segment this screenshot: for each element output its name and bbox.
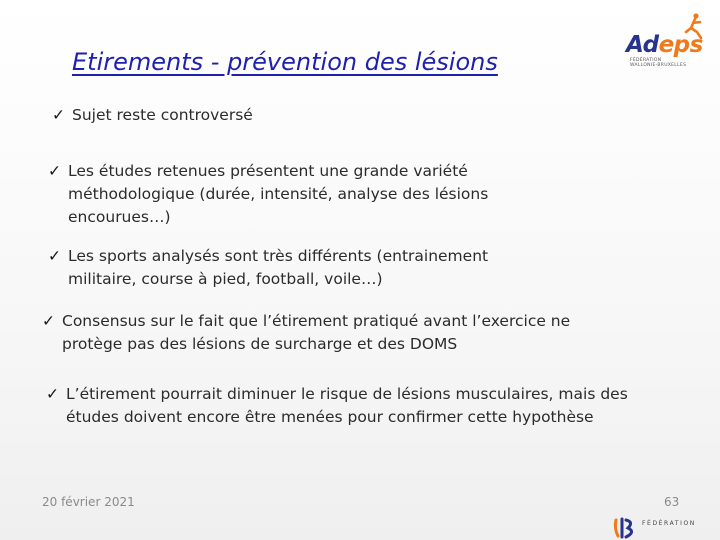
federation-logo bbox=[612, 516, 712, 540]
slide-title: Etirements - prévention des lésions bbox=[72, 48, 498, 76]
footer-date: 20 février 2021 bbox=[42, 495, 135, 509]
adeps-logo-text: Adeps bbox=[626, 32, 703, 58]
check-icon: ✓ bbox=[42, 312, 55, 330]
bullet-item bbox=[42, 310, 622, 356]
federation-logo-text: FÉDÉRATION bbox=[642, 520, 696, 527]
bullet-item bbox=[52, 104, 592, 127]
bullet-item bbox=[46, 383, 646, 429]
federation-emblem-icon bbox=[612, 516, 638, 540]
bullet-text: Les sports analysés sont très différents (entrainement militaire, course à pied, football, voile…) bbox=[68, 247, 489, 288]
page-number: 63 bbox=[664, 495, 680, 509]
bullet-text: Sujet reste controversé bbox=[72, 106, 253, 124]
check-icon: ✓ bbox=[46, 385, 59, 403]
check-icon: ✓ bbox=[48, 162, 61, 180]
bullet-text: Les études retenues présentent une grande variété méthodologique (durée, intensité, analyse des lésions encourues…) bbox=[68, 162, 489, 226]
bullet-text: L’étirement pourrait diminuer le risque de lésions musculaires, mais des études doivent encore être menées pour confirmer cette hypothèse bbox=[66, 385, 628, 426]
check-icon: ✓ bbox=[48, 247, 61, 265]
bullet-item bbox=[48, 245, 538, 291]
bullet-text: Consensus sur le fait que l’étirement pratiqué avant l’exercice ne protège pas des lésions de surcharge et des DOMS bbox=[62, 312, 571, 353]
adeps-logo-subtitle: FÉDÉRATION WALLONIE-BRUXELLES bbox=[630, 58, 687, 68]
check-icon: ✓ bbox=[52, 106, 65, 124]
bullet-item bbox=[48, 160, 543, 229]
